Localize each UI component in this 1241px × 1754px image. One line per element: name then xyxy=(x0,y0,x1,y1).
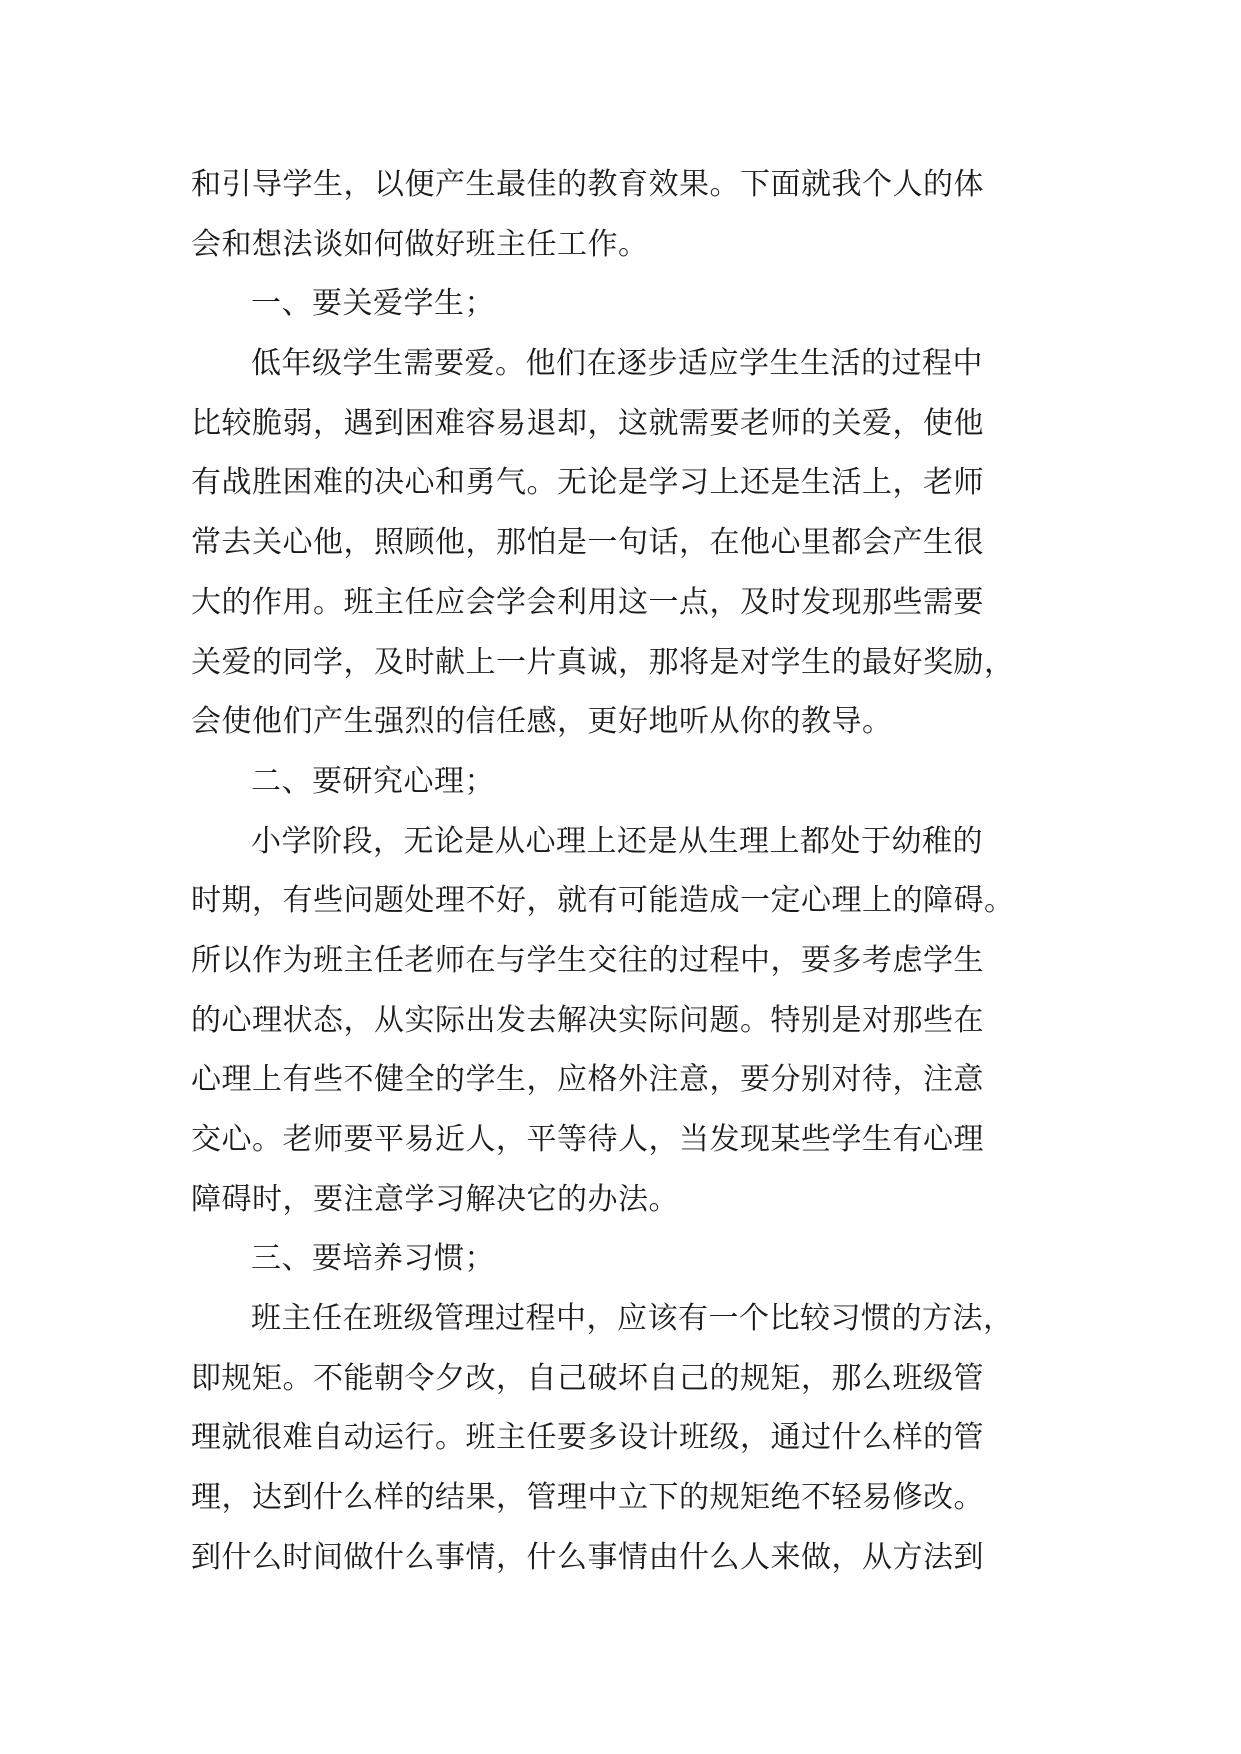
text-line: 理就很难自动运行。班主任要多设计班级，通过什么样的管 xyxy=(191,1420,984,1456)
text-line: 所以作为班主任老师在与学生交往的过程中，要多考虑学生 xyxy=(191,942,984,978)
text-line: 时期，有些问题处理不好，就有可能造成一定心理上的障碍。 xyxy=(191,883,1015,919)
text-line: 大的作用。班主任应会学会利用这一点，及时发现那些需要 xyxy=(191,584,984,620)
section-heading: 三、要培养习惯； xyxy=(251,1241,495,1277)
text-line: 和引导学生，以便产生最佳的教育效果。下面就我个人的体 xyxy=(191,167,984,202)
text-line: 即规矩。不能朝令夕改，自己破坏自己的规矩，那么班级管 xyxy=(191,1360,984,1396)
text-line: 的心理状态，从实际出发去解决实际问题。特别是对那些在 xyxy=(191,1002,984,1038)
text-line: 有战胜困难的决心和勇气。无论是学习上还是生活上，老师 xyxy=(191,465,984,501)
text-line: 会和想法谈如何做好班主任工作。 xyxy=(191,226,649,262)
text-line: 小学阶段，无论是从心理上还是从生理上都处于幼稚的 xyxy=(251,823,983,859)
text-line: 障碍时，要注意学习解决它的办法。 xyxy=(191,1181,679,1217)
text-line: 会使他们产生强烈的信任感，更好地听从你的教导。 xyxy=(191,704,893,740)
text-line: 常去关心他，照顾他，那怕是一句话，在他心里都会产生很 xyxy=(191,525,984,561)
text-line: 到什么时间做什么事情，什么事情由什么人来做，从方法到 xyxy=(191,1539,984,1575)
text-line: 低年级学生需要爱。他们在逐步适应学生生活的过程中 xyxy=(251,346,983,382)
text-line: 理，达到什么样的结果，管理中立下的规矩绝不轻易修改。 xyxy=(191,1480,984,1516)
text-line: 心理上有些不健全的学生，应格外注意，要分别对待，注意 xyxy=(191,1062,984,1098)
section-heading: 一、要关爱学生； xyxy=(251,286,495,322)
section-heading: 二、要研究心理； xyxy=(251,763,495,799)
text-line: 班主任在班级管理过程中，应该有一个比较习惯的方法， xyxy=(251,1301,1014,1337)
text-line: 交心。老师要平易近人，平等待人，当发现某些学生有心理 xyxy=(191,1122,984,1157)
text-line: 比较脆弱，遇到困难容易退却，这就需要老师的关爱，使他 xyxy=(191,405,984,441)
text-line: 关爱的同学，及时献上一片真诚，那将是对学生的最好奖励， xyxy=(191,644,1015,680)
document-body xyxy=(191,155,1071,1588)
